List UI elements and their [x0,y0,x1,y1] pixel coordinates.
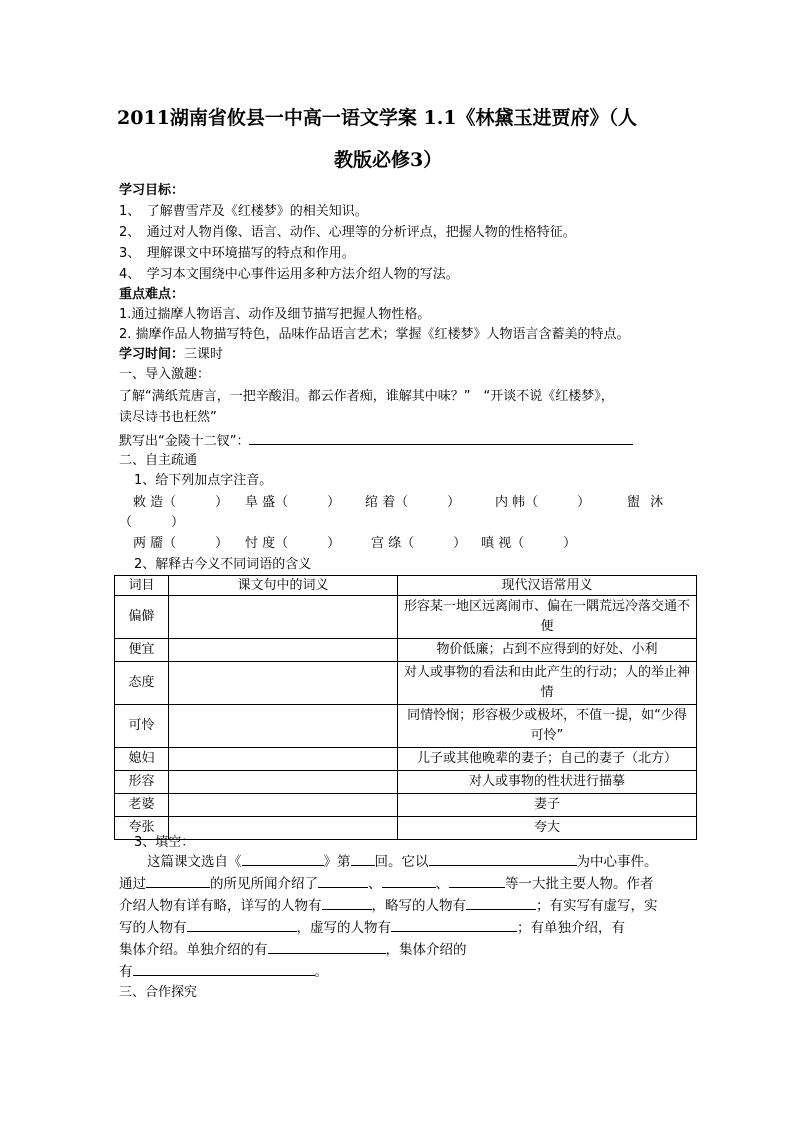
fill-text: 为中心事件。 [576,854,658,870]
fill-text: 的所见所闻介绍了 [210,876,318,892]
modern-meaning-cell: 对人或事物的看法和由此产生的行动；人的举止神情 [398,662,697,705]
pinyin-item: 内 帏（ ） [495,495,591,510]
objective-item: 1、 了解曹雪芹及《红楼梦》的相关知识。 [119,204,368,219]
fill-blank-question: 3、填空： [134,835,195,850]
table-row [115,596,697,639]
fill-blank-field[interactable] [322,896,372,910]
fill-blank-field[interactable] [449,874,505,888]
modern-meaning-cell: 形容某一地区远离闹市、偏在一隅荒远冷落交通不便 [398,596,697,639]
table-row [115,817,697,840]
fill-text: 这篇课文选自《 [147,854,242,870]
fill-text: 回。它以 [374,854,429,870]
table-row [115,639,697,662]
fill-line-3 [119,894,658,918]
word-cell: 可怜 [115,705,169,748]
dictation-blank[interactable] [249,431,633,445]
fill-blank-field[interactable] [382,874,436,888]
fill-text: 介绍人物有详有略，详写的人物有 [119,898,322,914]
vocab-table [114,575,697,840]
table-row [115,771,697,794]
fill-line-5 [119,938,467,962]
pinyin-item: 阜 盛（ ） [245,495,341,510]
text-meaning-cell[interactable] [169,662,398,705]
text-meaning-cell[interactable] [169,771,398,794]
page-title-line1: 2011湖南省攸县一中高一语文学案 1.1《林黛玉进贾府》（人 [117,107,638,129]
fill-blank-field[interactable] [351,852,375,866]
fill-blank-field[interactable] [133,962,315,976]
column-header: 现代汉语常用义 [398,576,697,596]
study-time-value: 三课时 [184,347,224,362]
table-row [115,748,697,771]
key-point-item: 1.通过揣摩人物语言、动作及细节描写把握人物性格。 [119,307,431,322]
objective-item: 2、 通过对人物肖像、语言、动作、心理等的分析评点，把握人物的性格特征。 [119,225,576,240]
fill-text: 。 [314,964,328,980]
table-row [115,794,697,817]
objective-item: 4、 学习本文围绕中心事件运用多种方法介绍人物的写法。 [119,267,459,282]
pinyin-item: 忖 度（ ） [245,536,341,551]
pinyin-item: 绾 着（ ） [365,495,461,510]
text-meaning-cell[interactable] [169,748,398,771]
fill-text: 》第 [323,854,351,870]
key-point-item: 2. 揣摩作品人物描写特色，品味作品语言艺术；掌握《红楼梦》人物语言含蓄美的特点。 [119,327,630,342]
pinyin-item: 盥 沐 [627,495,664,510]
fill-text: ，虚写的人物有 [296,920,391,936]
fill-text: ，略写的人物有 [371,898,466,914]
fill-text: 通过 [119,876,146,892]
self-study-heading: 二、自主疏通 [119,453,198,468]
fill-blank-field[interactable] [429,852,577,866]
table-row [115,705,697,748]
fill-text: 、 [368,876,382,892]
fill-blank-field[interactable] [391,918,517,932]
intro-text-line1: 了解“满纸荒唐言，一把辛酸泪。都云作者痴，谁解其中味？” “开谈不说《红楼梦》， [119,389,614,404]
modern-meaning-cell: 夸大 [398,817,697,840]
pinyin-item: 两 靥（ ） [133,536,229,551]
text-meaning-cell[interactable] [169,705,398,748]
fill-line-1 [147,850,658,874]
fill-line-4 [119,916,625,940]
fill-blank-field[interactable] [146,874,210,888]
intro-text-line2: 读尽诗书也枉然” [119,410,217,425]
fill-text: 集体介绍。单独介绍的有 [119,942,268,958]
fill-text: ，集体介绍的 [385,942,467,958]
word-cell: 老婆 [115,794,169,817]
column-header: 课文句中的词义 [169,576,398,596]
modern-meaning-cell: 儿子或其他晚辈的妻子；自己的妻子（北方） [398,748,697,771]
pinyin-item: 嗔 视（ ） [481,536,577,551]
fill-text: ；有单独介绍，有 [517,920,625,936]
modern-meaning-cell: 物价低廉；占到不应得到的好处、小利 [398,639,697,662]
fill-blank-field[interactable] [187,918,297,932]
pinyin-row-1-continued: （ ） [119,515,185,530]
fill-text: 有 [119,964,133,980]
modern-meaning-cell: 同情怜悯；形容极少或极坏，不值一提，如“少得可怜” [398,705,697,748]
dictation-row [119,431,633,451]
fill-text: 写的人物有 [119,920,187,936]
pinyin-row-2 [133,535,576,553]
word-cell: 态度 [115,662,169,705]
fill-line-2 [119,872,654,896]
fill-line-6 [119,960,328,984]
pinyin-row-1 [133,494,663,512]
fill-text: 、 [435,876,449,892]
word-cell: 便宜 [115,639,169,662]
text-meaning-cell[interactable] [169,639,398,662]
pinyin-item: 宫 绦（ ） [371,536,467,551]
fill-blank-field[interactable] [268,940,386,954]
objectives-heading: 学习目标： [119,183,185,198]
fill-text: ；有实写有虚写，实 [536,898,658,914]
objective-item: 3、 理解课文中环境描写的特点和作用。 [119,246,355,261]
modern-meaning-cell: 妻子 [398,794,697,817]
pinyin-item: 敕 造（ ） [133,495,229,510]
word-cell: 媳妇 [115,748,169,771]
text-meaning-cell[interactable] [169,817,398,840]
pinyin-question: 1、给下列加点字注音。 [134,473,273,488]
fill-text: 等一大批主要人物。作者 [505,876,654,892]
text-meaning-cell[interactable] [169,794,398,817]
table-row [115,662,697,705]
word-cell: 形容 [115,771,169,794]
intro-heading: 一、导入激趣： [119,367,211,382]
word-cell: 偏僻 [115,596,169,639]
text-meaning-cell[interactable] [169,596,398,639]
study-time [119,346,223,364]
column-header: 词目 [115,576,169,596]
modern-meaning-cell: 对人或事物的性状进行描摹 [398,771,697,794]
fill-blank-field[interactable] [242,852,324,866]
section3-heading: 三、合作探究 [119,985,198,1000]
study-time-label: 学习时间： [119,347,185,362]
fill-blank-field[interactable] [318,874,368,888]
dictation-label: 默写出“金陵十二钗”： [119,434,250,449]
table-header-row [115,576,697,596]
key-points-heading: 重点难点： [119,287,185,302]
fill-blank-field[interactable] [466,896,536,910]
page-title-line2: 教版必修3） [334,149,443,171]
vocab-question: 2、解释古今义不同词语的含义 [134,557,312,572]
word-cell: 夸张 [115,817,169,840]
